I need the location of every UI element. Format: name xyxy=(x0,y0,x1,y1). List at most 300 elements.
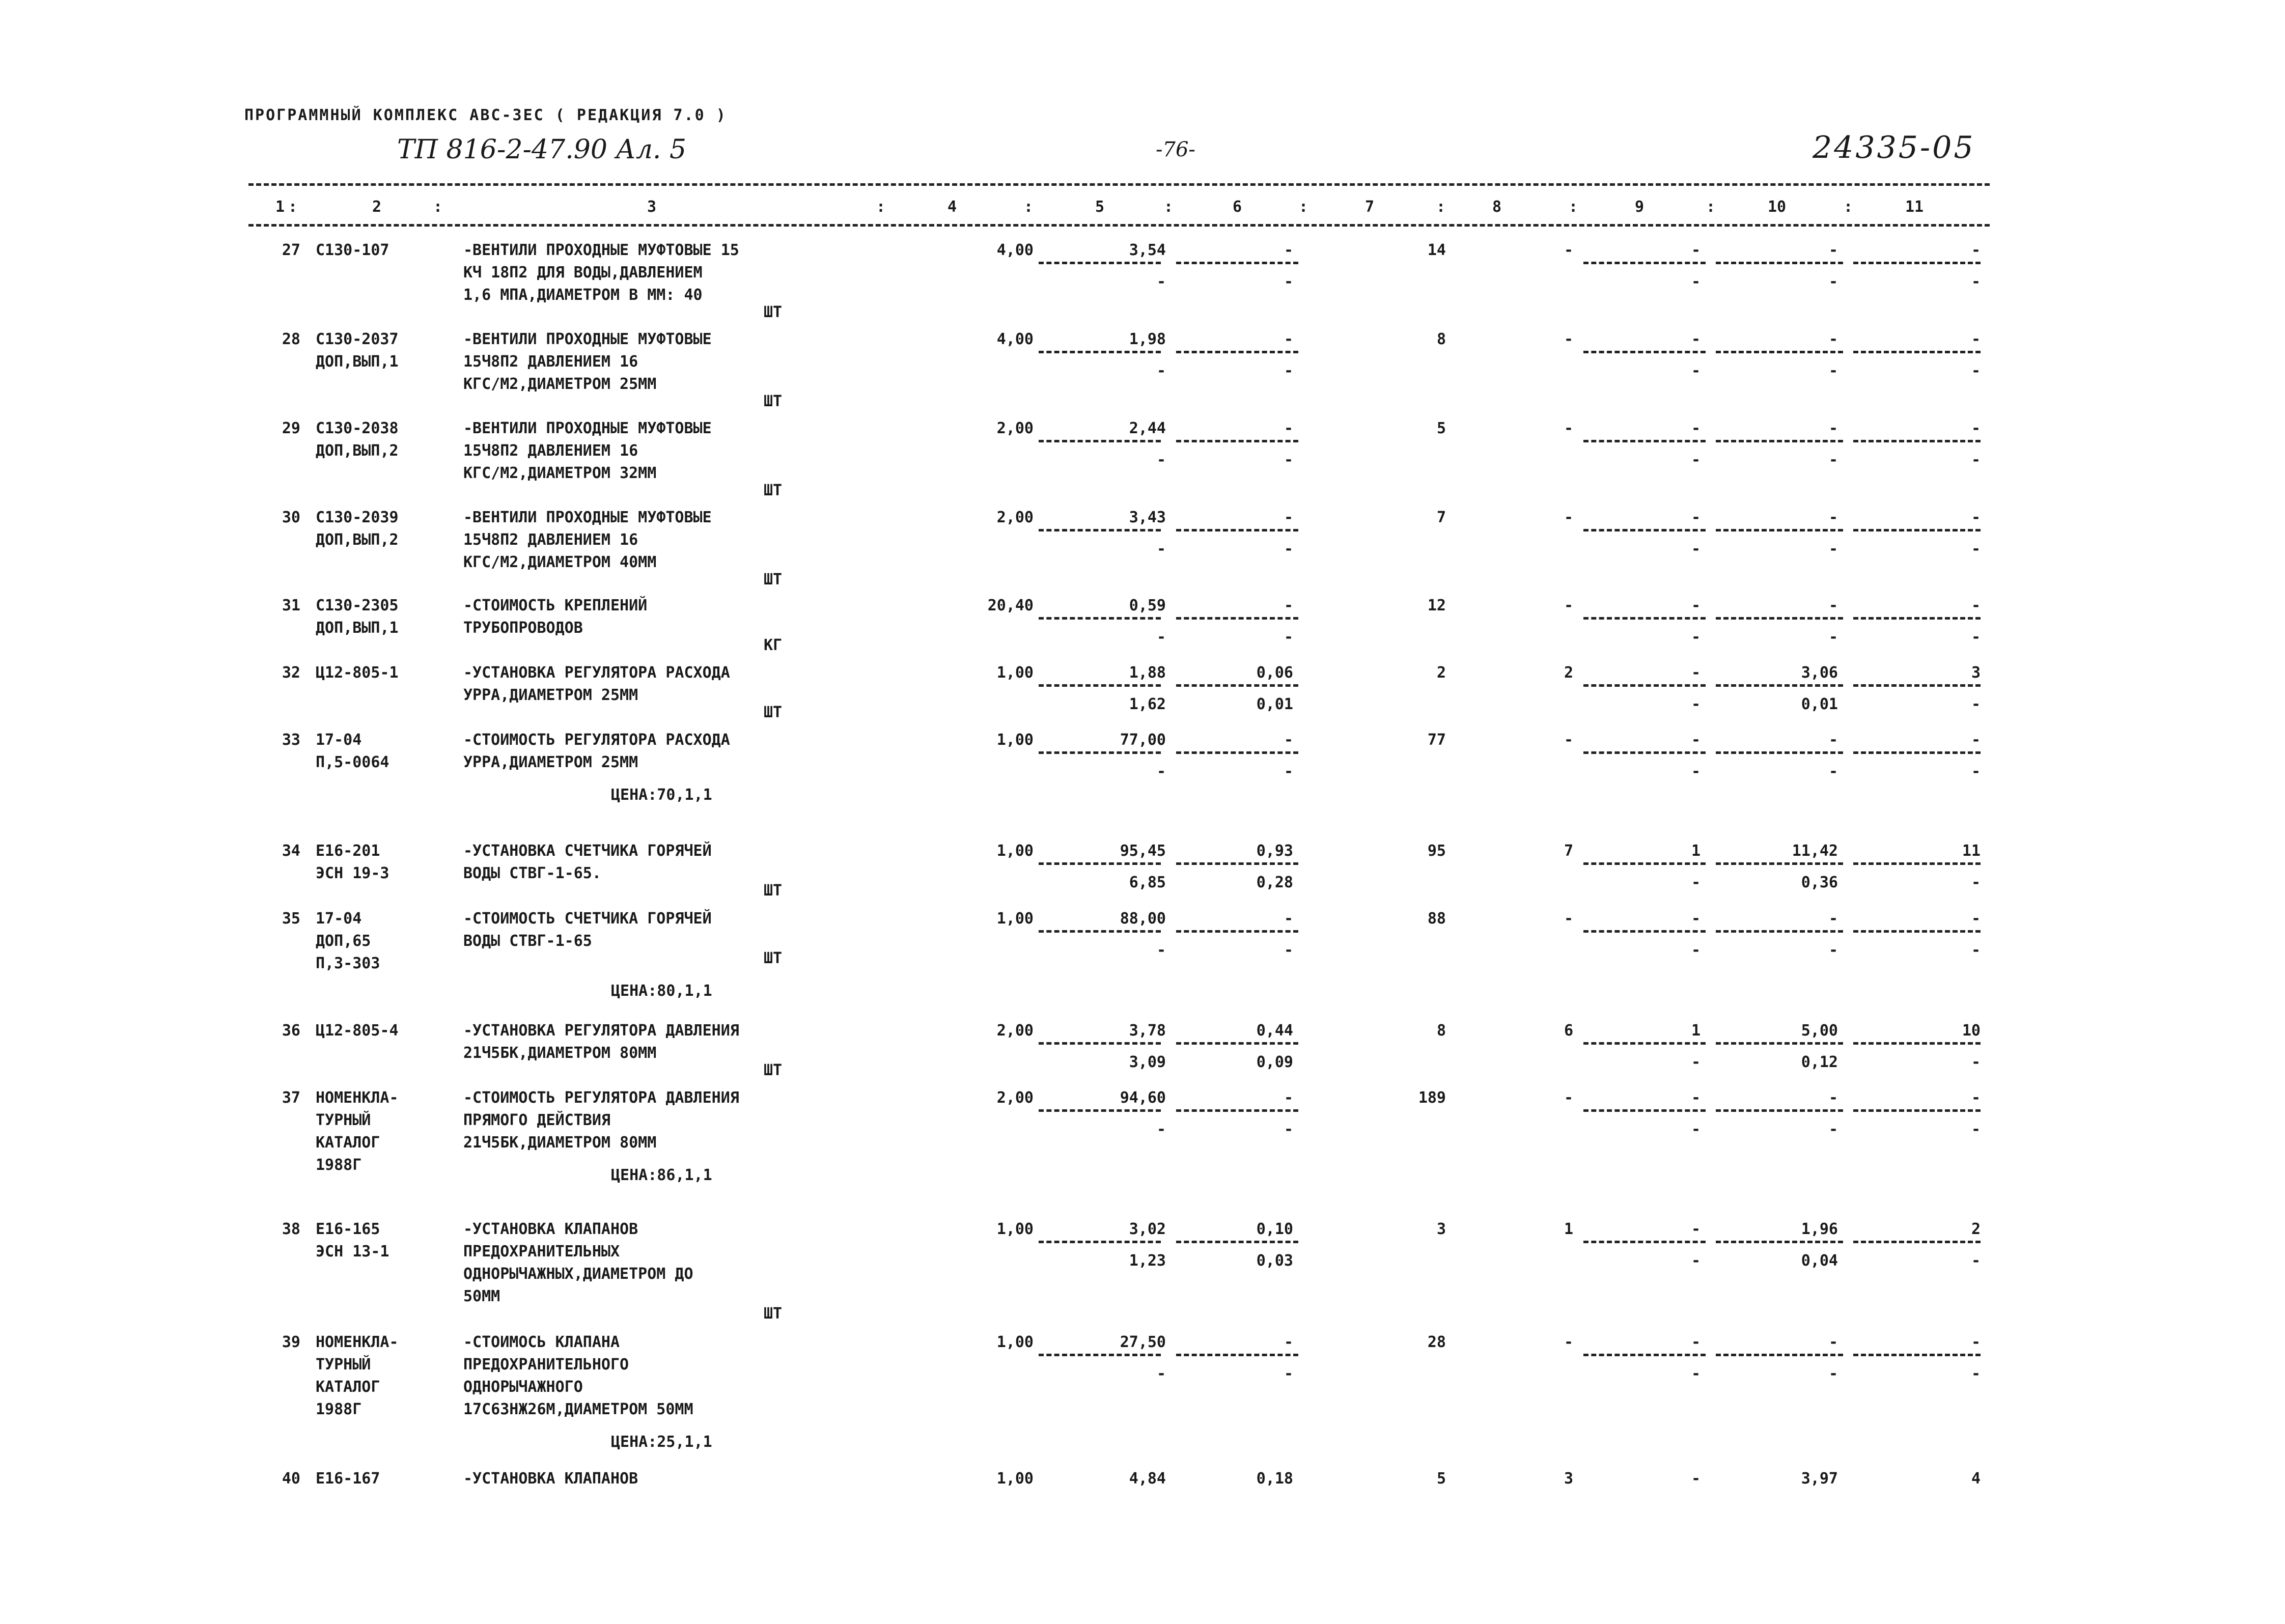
unit-wage: - xyxy=(1284,1089,1293,1107)
sub-wage: 0,01 xyxy=(1256,695,1293,713)
sub-column-11: - xyxy=(1971,874,1981,891)
rate-code: ТУРНЫЙ xyxy=(316,1111,371,1129)
rate-code: С130-107 xyxy=(316,241,389,259)
sub-wage: - xyxy=(1284,273,1293,291)
row-number: 38 xyxy=(282,1220,300,1238)
subtotal-divider xyxy=(1716,751,1843,754)
subtotal-divider xyxy=(1716,1042,1843,1045)
column-separator: : xyxy=(876,198,886,216)
work-description: 21Ч5БК,ДИАМЕТРОМ 80ММ xyxy=(463,1044,657,1062)
work-description: УРРА,ДИАМЕТРОМ 25ММ xyxy=(463,753,638,771)
rate-code: КАТАЛОГ xyxy=(316,1378,380,1396)
unit-of-measure: ШТ xyxy=(764,704,783,721)
quantity: 20,40 xyxy=(987,597,1034,614)
subtotal-divider xyxy=(1039,1042,1161,1045)
column-9-value: - xyxy=(1691,1470,1701,1488)
unit-wage: 0,44 xyxy=(1256,1022,1293,1040)
sub-column-10: - xyxy=(1828,1121,1838,1138)
column-9-value: - xyxy=(1691,1089,1701,1107)
sub-price: - xyxy=(1156,763,1166,780)
unit-wage: - xyxy=(1284,509,1293,526)
column-8-value: - xyxy=(1564,419,1573,437)
rate-code: Ц12-805-1 xyxy=(316,664,399,682)
sub-column-9: - xyxy=(1691,941,1701,959)
work-description: 15Ч8П2 ДАВЛЕНИЕМ 16 xyxy=(463,353,638,371)
unit-of-measure: ШТ xyxy=(764,303,783,321)
document-reference: ТП 816-2-47.90 Ал. 5 xyxy=(397,134,687,165)
subtotal-divider xyxy=(1176,617,1298,620)
subtotal-divider xyxy=(1039,751,1161,754)
column-11-value: - xyxy=(1971,509,1981,526)
unit-price: 0,59 xyxy=(1129,597,1166,614)
subtotal-divider xyxy=(1176,930,1298,933)
subtotal-divider xyxy=(1039,351,1161,353)
column-9-value: - xyxy=(1691,241,1701,259)
sub-price: - xyxy=(1156,1365,1166,1383)
unit-wage: 0,93 xyxy=(1256,842,1293,860)
subtotal-divider xyxy=(1853,1241,1981,1243)
quantity: 1,00 xyxy=(996,1220,1034,1238)
rate-code: Е16-165 xyxy=(316,1220,380,1238)
sub-wage: - xyxy=(1284,941,1293,959)
subtotal-divider xyxy=(1176,751,1298,754)
unit-price: 3,43 xyxy=(1129,509,1166,526)
rate-code: П,3-303 xyxy=(316,955,380,972)
column-header-9: 9 xyxy=(1634,198,1645,216)
column-9-value: - xyxy=(1691,330,1701,348)
subtotal-divider xyxy=(1583,684,1706,687)
subtotal-divider xyxy=(1716,1241,1843,1243)
column-header-2: 2 xyxy=(372,198,382,216)
sub-wage: 0,03 xyxy=(1256,1252,1293,1270)
sub-price: 1,62 xyxy=(1129,695,1166,713)
column-10-value: 11,42 xyxy=(1792,842,1838,860)
column-header-3: 3 xyxy=(647,198,657,216)
column-11-value: - xyxy=(1971,330,1981,348)
rate-code: ЭСН 13-1 xyxy=(316,1243,389,1261)
subtotal-divider xyxy=(1853,617,1981,620)
row-number: 34 xyxy=(282,842,300,860)
unit-price: 94,60 xyxy=(1120,1089,1166,1107)
column-separator: : xyxy=(1163,198,1174,216)
sub-column-10: - xyxy=(1828,763,1838,780)
work-description: -СТОИМОСЬ КЛАПАНА xyxy=(463,1333,620,1351)
column-11-value: 10 xyxy=(1962,1022,1981,1040)
rate-code: 1988Г xyxy=(316,1156,362,1174)
work-description: -УСТАНОВКА РЕГУЛЯТОРА РАСХОДА xyxy=(463,664,730,682)
column-9-value: - xyxy=(1691,419,1701,437)
sub-column-10: 0,04 xyxy=(1801,1252,1838,1270)
column-separator: : xyxy=(1843,198,1853,216)
subtotal-divider xyxy=(1176,1109,1298,1112)
subtotal-divider xyxy=(1853,440,1981,442)
column-11-value: - xyxy=(1971,910,1981,928)
work-description: 15Ч8П2 ДАВЛЕНИЕМ 16 xyxy=(463,442,638,460)
column-11-value: 3 xyxy=(1971,664,1981,682)
sub-column-9: - xyxy=(1691,874,1701,891)
unit-wage: - xyxy=(1284,330,1293,348)
table-header-rule xyxy=(248,224,1990,227)
work-description: КГС/М2,ДИАМЕТРОМ 25ММ xyxy=(463,375,657,393)
work-description: ПРЕДОХРАНИТЕЛЬНЫХ xyxy=(463,1243,620,1261)
column-10-value: - xyxy=(1828,1089,1838,1107)
column-10-value: - xyxy=(1828,419,1838,437)
sub-wage: - xyxy=(1284,540,1293,558)
subtotal-divider xyxy=(1176,862,1298,865)
document-code: 24335-05 xyxy=(1813,130,1975,165)
subtotal-divider xyxy=(1716,684,1843,687)
column-11-value: - xyxy=(1971,241,1981,259)
work-description: -ВЕНТИЛИ ПРОХОДНЫЕ МУФТОВЫЕ xyxy=(463,330,712,348)
work-description: ПРЯМОГО ДЕЙСТВИЯ xyxy=(463,1111,610,1129)
subtotal-divider xyxy=(1583,862,1706,865)
sub-column-10: - xyxy=(1828,540,1838,558)
work-description: 17С63НЖ26М,ДИАМЕТРОМ 50ММ xyxy=(463,1401,693,1418)
unit-of-measure: ШТ xyxy=(764,571,783,589)
sub-wage: - xyxy=(1284,628,1293,646)
column-separator: : xyxy=(433,198,443,216)
unit-price: 1,98 xyxy=(1129,330,1166,348)
work-description: -СТОИМОСТЬ КРЕПЛЕНИЙ xyxy=(463,597,648,614)
column-separator: : xyxy=(1298,198,1308,216)
sub-column-10: - xyxy=(1828,362,1838,380)
column-10-value: - xyxy=(1828,509,1838,526)
program-title: ПРОГРАММНЫЙ КОМПЛЕКС АВС-3ЕС ( РЕДАКЦИЯ 7.0 ) xyxy=(244,106,727,124)
rate-code: ТУРНЫЙ xyxy=(316,1356,371,1374)
subtotal-divider xyxy=(1039,440,1161,442)
subtotal-divider xyxy=(1176,440,1298,442)
sub-column-10: 0,01 xyxy=(1801,695,1838,713)
subtotal-divider xyxy=(1176,262,1298,264)
row-number: 29 xyxy=(282,419,300,437)
work-description: -УСТАНОВКА СЧЕТЧИКА ГОРЯЧЕЙ xyxy=(463,842,712,860)
unit-price: 3,78 xyxy=(1129,1022,1166,1040)
total-cost: 2 xyxy=(1436,664,1446,682)
quantity: 1,00 xyxy=(996,1333,1034,1351)
subtotal-divider xyxy=(1039,262,1161,264)
total-cost: 28 xyxy=(1427,1333,1446,1351)
subtotal-divider xyxy=(1583,930,1706,933)
work-description: ТРУБОПРОВОДОВ xyxy=(463,619,583,637)
subtotal-divider xyxy=(1039,862,1161,865)
work-description: ВОДЫ СТВГ-1-65 xyxy=(463,932,592,950)
sub-price: - xyxy=(1156,273,1166,291)
row-number: 33 xyxy=(282,731,300,749)
sub-price: 1,23 xyxy=(1129,1252,1166,1270)
sub-column-11: - xyxy=(1971,763,1981,780)
total-cost: 5 xyxy=(1436,419,1446,437)
rate-code: ДОП,ВЫП,2 xyxy=(316,531,399,549)
work-description: 21Ч5БК,ДИАМЕТРОМ 80ММ xyxy=(463,1134,657,1152)
column-separator: : xyxy=(288,198,298,216)
rate-code: НОМЕНКЛА- xyxy=(316,1333,399,1351)
quantity: 1,00 xyxy=(996,731,1034,749)
total-cost: 14 xyxy=(1427,241,1446,259)
rate-code: ДОП,ВЫП,2 xyxy=(316,442,399,460)
column-8-value: - xyxy=(1564,1333,1573,1351)
unit-price: 3,54 xyxy=(1129,241,1166,259)
work-description: -УСТАНОВКА РЕГУЛЯТОРА ДАВЛЕНИЯ xyxy=(463,1022,739,1040)
column-10-value: - xyxy=(1828,1333,1838,1351)
row-number: 37 xyxy=(282,1089,300,1107)
quantity: 1,00 xyxy=(996,664,1034,682)
unit-of-measure: ШТ xyxy=(764,1061,783,1079)
row-number: 28 xyxy=(282,330,300,348)
quantity: 2,00 xyxy=(996,1022,1034,1040)
sub-price: 6,85 xyxy=(1129,874,1166,891)
rate-code: Е16-201 xyxy=(316,842,380,860)
sub-wage: - xyxy=(1284,362,1293,380)
rate-code: С130-2038 xyxy=(316,419,399,437)
column-header-10: 10 xyxy=(1767,198,1787,216)
subtotal-divider xyxy=(1039,1354,1161,1356)
column-8-value: 7 xyxy=(1564,842,1573,860)
column-11-value: - xyxy=(1971,1089,1981,1107)
column-header-1: 1 xyxy=(275,198,285,216)
sub-price: - xyxy=(1156,628,1166,646)
unit-wage: - xyxy=(1284,1333,1293,1351)
sub-price: 3,09 xyxy=(1129,1053,1166,1071)
subtotal-divider xyxy=(1583,262,1706,264)
column-header-11: 11 xyxy=(1905,198,1924,216)
work-description: -СТОИМОСТЬ РЕГУЛЯТОРА ДАВЛЕНИЯ xyxy=(463,1089,739,1107)
sub-column-10: - xyxy=(1828,273,1838,291)
subtotal-divider xyxy=(1853,862,1981,865)
subtotal-divider xyxy=(1039,1241,1161,1243)
sub-column-10: 0,12 xyxy=(1801,1053,1838,1071)
total-cost: 8 xyxy=(1436,330,1446,348)
column-8-value: - xyxy=(1564,1089,1573,1107)
unit-of-measure: ШТ xyxy=(764,949,783,967)
subtotal-divider xyxy=(1853,751,1981,754)
row-number: 39 xyxy=(282,1333,300,1351)
sub-column-9: - xyxy=(1691,695,1701,713)
work-description: ВОДЫ СТВГ-1-65. xyxy=(463,864,601,882)
column-10-value: - xyxy=(1828,330,1838,348)
rate-code: НОМЕНКЛА- xyxy=(316,1089,399,1107)
subtotal-divider xyxy=(1583,617,1706,620)
sub-column-9: - xyxy=(1691,763,1701,780)
column-11-value: - xyxy=(1971,597,1981,614)
subtotal-divider xyxy=(1583,1109,1706,1112)
row-number: 27 xyxy=(282,241,300,259)
rate-code: 1988Г xyxy=(316,1401,362,1418)
column-11-value: - xyxy=(1971,419,1981,437)
sub-wage: 0,09 xyxy=(1256,1053,1293,1071)
column-8-value: - xyxy=(1564,241,1573,259)
column-9-value: - xyxy=(1691,664,1701,682)
subtotal-divider xyxy=(1039,617,1161,620)
work-description: ПРЕДОХРАНИТЕЛЬНОГО xyxy=(463,1356,629,1374)
row-number: 40 xyxy=(282,1470,300,1488)
work-description: КГС/М2,ДИАМЕТРОМ 32ММ xyxy=(463,464,657,482)
sub-price: - xyxy=(1156,362,1166,380)
column-11-value: 11 xyxy=(1962,842,1981,860)
column-10-value: - xyxy=(1828,731,1838,749)
rate-code: ДОП,ВЫП,1 xyxy=(316,619,399,637)
subtotal-divider xyxy=(1853,262,1981,264)
sub-wage: - xyxy=(1284,1365,1293,1383)
total-cost: 3 xyxy=(1436,1220,1446,1238)
sub-price: - xyxy=(1156,540,1166,558)
subtotal-divider xyxy=(1853,684,1981,687)
table-top-rule xyxy=(248,183,1990,186)
work-description: ОДНОРЫЧАЖНЫХ,ДИАМЕТРОМ ДО xyxy=(463,1265,693,1283)
sub-column-10: - xyxy=(1828,1365,1838,1383)
subtotal-divider xyxy=(1716,529,1843,531)
column-9-value: - xyxy=(1691,509,1701,526)
column-10-value: - xyxy=(1828,910,1838,928)
subtotal-divider xyxy=(1176,351,1298,353)
work-description: 50ММ xyxy=(463,1287,500,1305)
subtotal-divider xyxy=(1176,684,1298,687)
subtotal-divider xyxy=(1853,1109,1981,1112)
quantity: 4,00 xyxy=(996,241,1034,259)
unit-price: 2,44 xyxy=(1129,419,1166,437)
work-description: 15Ч8П2 ДАВЛЕНИЕМ 16 xyxy=(463,531,638,549)
sub-column-9: - xyxy=(1691,628,1701,646)
column-9-value: - xyxy=(1691,731,1701,749)
sub-price: - xyxy=(1156,1121,1166,1138)
quantity: 1,00 xyxy=(996,910,1034,928)
column-8-value: - xyxy=(1564,597,1573,614)
row-number: 30 xyxy=(282,509,300,526)
subtotal-divider xyxy=(1583,751,1706,754)
rate-code: С130-2305 xyxy=(316,597,399,614)
sub-column-10: 0,36 xyxy=(1801,874,1838,891)
price-note: ЦЕНА:70,1,1 xyxy=(611,786,712,804)
total-cost: 189 xyxy=(1418,1089,1446,1107)
column-8-value: - xyxy=(1564,330,1573,348)
column-9-value: - xyxy=(1691,1220,1701,1238)
subtotal-divider xyxy=(1853,1354,1981,1356)
sub-column-9: - xyxy=(1691,273,1701,291)
price-note: ЦЕНА:86,1,1 xyxy=(611,1166,712,1184)
rate-code: 17-04 xyxy=(316,910,362,928)
subtotal-divider xyxy=(1583,1354,1706,1356)
total-cost: 95 xyxy=(1427,842,1446,860)
unit-of-measure: ШТ xyxy=(764,882,783,900)
subtotal-divider xyxy=(1716,262,1843,264)
subtotal-divider xyxy=(1853,930,1981,933)
column-8-value: 6 xyxy=(1564,1022,1573,1040)
row-number: 31 xyxy=(282,597,300,614)
subtotal-divider xyxy=(1583,1241,1706,1243)
sub-column-9: - xyxy=(1691,540,1701,558)
row-number: 36 xyxy=(282,1022,300,1040)
work-description: УРРА,ДИАМЕТРОМ 25ММ xyxy=(463,686,638,704)
work-description: -СТОИМОСТЬ РЕГУЛЯТОРА РАСХОДА xyxy=(463,731,730,749)
column-8-value: - xyxy=(1564,509,1573,526)
sub-price: - xyxy=(1156,451,1166,469)
column-11-value: - xyxy=(1971,731,1981,749)
sub-wage: 0,28 xyxy=(1256,874,1293,891)
page-number: -76- xyxy=(1156,138,1195,161)
unit-of-measure: ШТ xyxy=(764,393,783,410)
rate-code: Е16-167 xyxy=(316,1470,380,1488)
work-description: -ВЕНТИЛИ ПРОХОДНЫЕ МУФТОВЫЕ 15 xyxy=(463,241,739,259)
unit-of-measure: КГ xyxy=(764,636,783,654)
sub-column-11: - xyxy=(1971,362,1981,380)
unit-wage: 0,18 xyxy=(1256,1470,1293,1488)
rate-code: Ц12-805-4 xyxy=(316,1022,399,1040)
column-10-value: 5,00 xyxy=(1801,1022,1838,1040)
quantity: 2,00 xyxy=(996,419,1034,437)
sub-column-9: - xyxy=(1691,1252,1701,1270)
sub-wage: - xyxy=(1284,763,1293,780)
subtotal-divider xyxy=(1853,1042,1981,1045)
column-8-value: - xyxy=(1564,910,1573,928)
column-separator: : xyxy=(1023,198,1034,216)
work-description: -УСТАНОВКА КЛАПАНОВ xyxy=(463,1220,638,1238)
rate-code: ЭСН 19-3 xyxy=(316,864,389,882)
sub-column-9: - xyxy=(1691,451,1701,469)
work-description: ОДНОРЫЧАЖНОГО xyxy=(463,1378,583,1396)
sub-column-11: - xyxy=(1971,273,1981,291)
unit-price: 1,88 xyxy=(1129,664,1166,682)
rate-code: ДОП,65 xyxy=(316,932,371,950)
subtotal-divider xyxy=(1716,440,1843,442)
column-separator: : xyxy=(1568,198,1578,216)
column-11-value: - xyxy=(1971,1333,1981,1351)
column-8-value: 2 xyxy=(1564,664,1573,682)
work-description: -ВЕНТИЛИ ПРОХОДНЫЕ МУФТОВЫЕ xyxy=(463,509,712,526)
sub-column-9: - xyxy=(1691,1121,1701,1138)
column-separator: : xyxy=(1436,198,1446,216)
work-description: 1,6 МПА,ДИАМЕТРОМ В ММ: 40 xyxy=(463,286,703,304)
subtotal-divider xyxy=(1039,1109,1161,1112)
column-11-value: 2 xyxy=(1971,1220,1981,1238)
unit-price: 95,45 xyxy=(1120,842,1166,860)
column-10-value: 1,96 xyxy=(1801,1220,1838,1238)
sub-column-11: - xyxy=(1971,1053,1981,1071)
total-cost: 88 xyxy=(1427,910,1446,928)
column-9-value: - xyxy=(1691,910,1701,928)
column-8-value: 3 xyxy=(1564,1470,1573,1488)
column-8-value: 1 xyxy=(1564,1220,1573,1238)
subtotal-divider xyxy=(1583,529,1706,531)
subtotal-divider xyxy=(1853,529,1981,531)
sub-column-11: - xyxy=(1971,695,1981,713)
sub-column-10: - xyxy=(1828,941,1838,959)
sub-column-9: - xyxy=(1691,362,1701,380)
subtotal-divider xyxy=(1039,684,1161,687)
unit-price: 3,02 xyxy=(1129,1220,1166,1238)
sub-wage: - xyxy=(1284,451,1293,469)
rate-code: 17-04 xyxy=(316,731,362,749)
sub-column-11: - xyxy=(1971,628,1981,646)
unit-wage: - xyxy=(1284,731,1293,749)
price-note: ЦЕНА:25,1,1 xyxy=(611,1433,712,1451)
rate-code: КАТАЛОГ xyxy=(316,1134,380,1152)
column-9-value: 1 xyxy=(1691,842,1701,860)
sub-column-9: - xyxy=(1691,1365,1701,1383)
unit-price: 88,00 xyxy=(1120,910,1166,928)
column-header-7: 7 xyxy=(1364,198,1375,216)
subtotal-divider xyxy=(1176,1042,1298,1045)
unit-wage: 0,06 xyxy=(1256,664,1293,682)
subtotal-divider xyxy=(1583,440,1706,442)
column-9-value: 1 xyxy=(1691,1022,1701,1040)
subtotal-divider xyxy=(1716,1109,1843,1112)
unit-wage: - xyxy=(1284,597,1293,614)
subtotal-divider xyxy=(1039,529,1161,531)
column-header-8: 8 xyxy=(1492,198,1502,216)
sub-column-11: - xyxy=(1971,941,1981,959)
sub-column-11: - xyxy=(1971,540,1981,558)
subtotal-divider xyxy=(1176,1354,1298,1356)
subtotal-divider xyxy=(1583,351,1706,353)
